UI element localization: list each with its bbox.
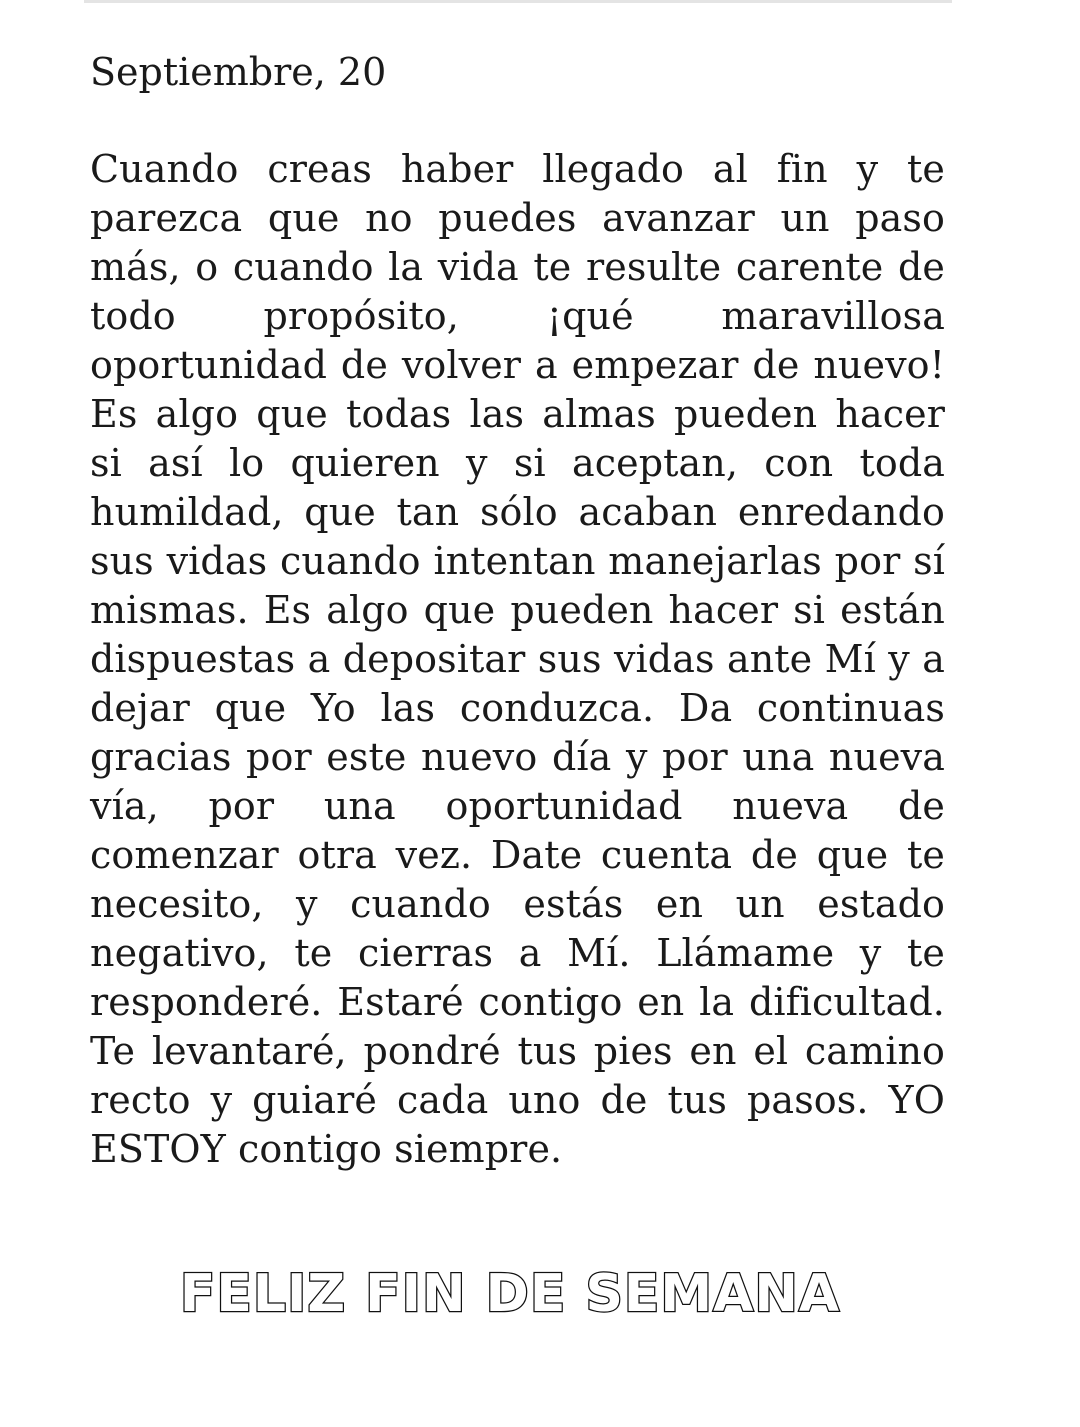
closing-banner: FELIZ FIN DE SEMANA bbox=[179, 1264, 841, 1324]
top-divider bbox=[84, 0, 952, 3]
page-date: Septiembre, 20 bbox=[90, 50, 387, 94]
devotional-text: Cuando creas haber llegado al fin y te parezca que no puedes avanzar un paso más, o cuando la vida te resulte carente de todo propósito, ¡qué maravillosa oportunidad de volver a empezar de nuevo! Es algo que todas las almas pueden hacer si así lo quieren y si aceptan, con toda humildad, que tan sólo acaban enredando sus vidas cuando intentan manejarlas por sí mismas. Es algo que pueden hacer si están dispuestas a depositar sus vidas ante Mí y a dejar que Yo las conduzca. Da continuas gracias por este nuevo día y por una nueva vía, por una oportunidad nueva de comenzar otra vez. Date cuenta de que te necesito, y cuando estás en un estado negativo, te cierras a Mí. Llámame y te responderé. Estaré contigo en la dificultad. Te levantaré, pondré tus pies en el camino recto y guiaré cada uno de tus pasos. YO ESTOY contigo siempre. bbox=[90, 147, 945, 1171]
